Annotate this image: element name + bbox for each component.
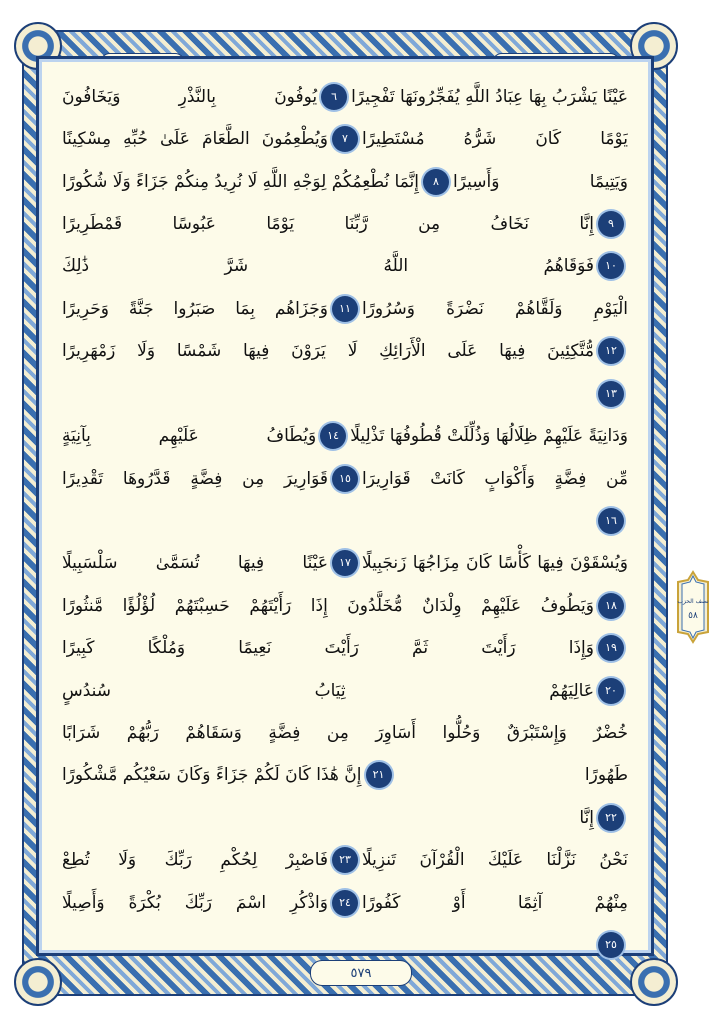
- ayah-number-marker: ١٠: [598, 253, 624, 279]
- verse-text: فَوَقَاهُمُ اللَّهُ شَرَّ ذَٰلِكَ: [62, 256, 594, 277]
- ayah-number-marker: ١٦: [598, 508, 624, 534]
- verse-text: يَوْمًا كَانَ شَرُّهُ مُسْتَطِيرًا: [362, 129, 628, 150]
- verse-text: مُّتَّكِئِينَ فِيهَا عَلَى الْأَرَائِكِ لَا يَرَوْنَ فِيهَا شَمْسًا وَلَا زَمْهَرِيرًا: [62, 341, 594, 362]
- ayah-number-marker: ٢٣: [332, 847, 358, 873]
- verse-line: [62, 627, 628, 669]
- verse-text: مِّن فِضَّةٍ وَأَكْوَابٍ كَانَتْ قَوَارِيرَا: [362, 468, 628, 489]
- verse-text: إِنَّ هَٰذَا كَانَ لَكُمْ جَزَاءً وَكَانَ سَعْيُكُم مَّشْكُورًا: [62, 765, 362, 786]
- verse-text: مِنْهُمْ آثِمًا أَوْ كَفُورًا: [362, 892, 628, 913]
- verse-text: وَيَطُوفُ عَلَيْهِمْ وِلْدَانٌ مُّخَلَّدُونَ إِذَا رَأَيْتَهُمْ حَسِبْتَهُمْ لُؤْلُؤًا مَّنثُورًا: [62, 595, 594, 616]
- verse-text: إِنَّا: [579, 807, 594, 828]
- verse-line: [62, 712, 628, 754]
- verse-line: [62, 797, 628, 839]
- verse-text: عَيْنًا يَشْرَبُ بِهَا عِبَادُ اللَّهِ يُفَجِّرُونَهَا تَفْجِيرًا: [351, 86, 628, 107]
- verse-text: وَدَانِيَةً عَلَيْهِمْ ظِلَالُهَا وَذُلِّلَتْ قُطُوفُهَا تَذْلِيلًا: [350, 426, 628, 447]
- text-area: [42, 62, 648, 950]
- verse-lines: [62, 76, 628, 967]
- ayah-number-marker: ١٥: [332, 466, 358, 492]
- verse-line: [62, 118, 628, 160]
- verse-line: [62, 373, 628, 415]
- verse-text: قَوَارِيرَ مِن فِضَّةٍ قَدَّرُوهَا تَقْدِيرًا: [62, 468, 328, 489]
- verse-line: [62, 500, 628, 542]
- ayah-number-marker: ٢٤: [332, 890, 358, 916]
- verse-text: يُوفُونَ بِالنَّذْرِ وَيَخَافُونَ: [62, 86, 318, 107]
- verse-text: وَاذْكُرِ اسْمَ رَبِّكَ بُكْرَةً وَأَصِيلًا: [62, 892, 328, 913]
- page-number: ٥٧٩: [310, 960, 412, 986]
- verse-text: وَيُطَافُ عَلَيْهِم بِآنِيَةٍ: [62, 426, 317, 447]
- verse-text: وَيُطْعِمُونَ الطَّعَامَ عَلَىٰ حُبِّهِ مِسْكِينًا: [62, 129, 328, 150]
- verse-line: [62, 543, 628, 585]
- verse-text: خُضْرٌ وَإِسْتَبْرَقٌ وَحُلُّوا أَسَاوِرَ مِن فِضَّةٍ وَسَقَاهُمْ رَبُّهُمْ شَرَابًا: [62, 723, 628, 744]
- verse-line: [62, 76, 628, 118]
- hizb-marker: [672, 570, 714, 644]
- text-border: [36, 56, 654, 956]
- verse-text: عَالِيَهُمْ ثِيَابُ سُندُسٍ: [62, 680, 594, 701]
- verse-line: [62, 203, 628, 245]
- verse-text: فَاصْبِرْ لِحُكْمِ رَبِّكَ وَلَا تُطِعْ: [62, 850, 328, 871]
- ayah-number-marker: ٢٢: [598, 805, 624, 831]
- verse-text: وَيَتِيمًا وَأَسِيرًا: [453, 171, 628, 192]
- verse-text: الْيَوْمِ وَلَقَّاهُمْ نَضْرَةً وَسُرُورًا: [362, 298, 628, 319]
- corner-ornament: [630, 958, 678, 1006]
- ayah-number-marker: ١٢: [598, 338, 624, 364]
- verse-text: طَهُورًا: [584, 765, 628, 786]
- ayah-number-marker: ١١: [332, 296, 358, 322]
- verse-line: [62, 585, 628, 627]
- verse-line: [62, 840, 628, 882]
- verse-text: عَيْنًا فِيهَا تُسَمَّىٰ سَلْسَبِيلًا: [62, 553, 328, 574]
- ayah-number-marker: ٢٠: [598, 678, 624, 704]
- ayah-number-marker: ٩: [598, 211, 624, 237]
- verse-text: وَإِذَا رَأَيْتَ ثَمَّ رَأَيْتَ نَعِيمًا وَمُلْكًا كَبِيرًا: [62, 638, 594, 659]
- hizb-label: نصف الحزب: [677, 598, 709, 605]
- corner-ornament: [14, 958, 62, 1006]
- verse-line: [62, 458, 628, 500]
- ayah-number-marker: ٦: [321, 84, 347, 110]
- ayah-number-marker: ١٣: [598, 381, 624, 407]
- verse-text: وَجَزَاهُم بِمَا صَبَرُوا جَنَّةً وَحَرِيرًا: [62, 298, 328, 319]
- verse-text: نَحْنُ نَزَّلْنَا عَلَيْكَ الْقُرْآنَ تَنزِيلًا: [362, 850, 628, 871]
- ayah-number-marker: ١٩: [598, 635, 624, 661]
- verse-line: [62, 246, 628, 288]
- verse-line: [62, 415, 628, 457]
- verse-line: [62, 161, 628, 203]
- verse-line: [62, 670, 628, 712]
- ayah-number-marker: ٢٥: [598, 932, 624, 958]
- hizb-number: ٥٨: [688, 611, 698, 621]
- ayah-number-marker: ١٨: [598, 593, 624, 619]
- ayah-number-marker: ٨: [423, 169, 449, 195]
- ayah-number-marker: ١٤: [320, 423, 346, 449]
- verse-line: [62, 882, 628, 924]
- ayah-number-marker: ١٧: [332, 550, 358, 576]
- verse-line: [62, 288, 628, 330]
- verse-text: إِنَّمَا نُطْعِمُكُمْ لِوَجْهِ اللَّهِ لَا نُرِيدُ مِنكُمْ جَزَاءً وَلَا شُكُورًا: [62, 171, 419, 192]
- verse-line: [62, 755, 628, 797]
- verse-text: وَيُسْقَوْنَ فِيهَا كَأْسًا كَانَ مِزَاجُهَا زَنجَبِيلًا: [362, 553, 628, 574]
- ayah-number-marker: ٢١: [366, 762, 392, 788]
- ayah-number-marker: ٧: [332, 126, 358, 152]
- verse-line: [62, 331, 628, 373]
- verse-text: إِنَّا نَخَافُ مِن رَّبِّنَا يَوْمًا عَبُوسًا قَمْطَرِيرًا: [62, 213, 594, 234]
